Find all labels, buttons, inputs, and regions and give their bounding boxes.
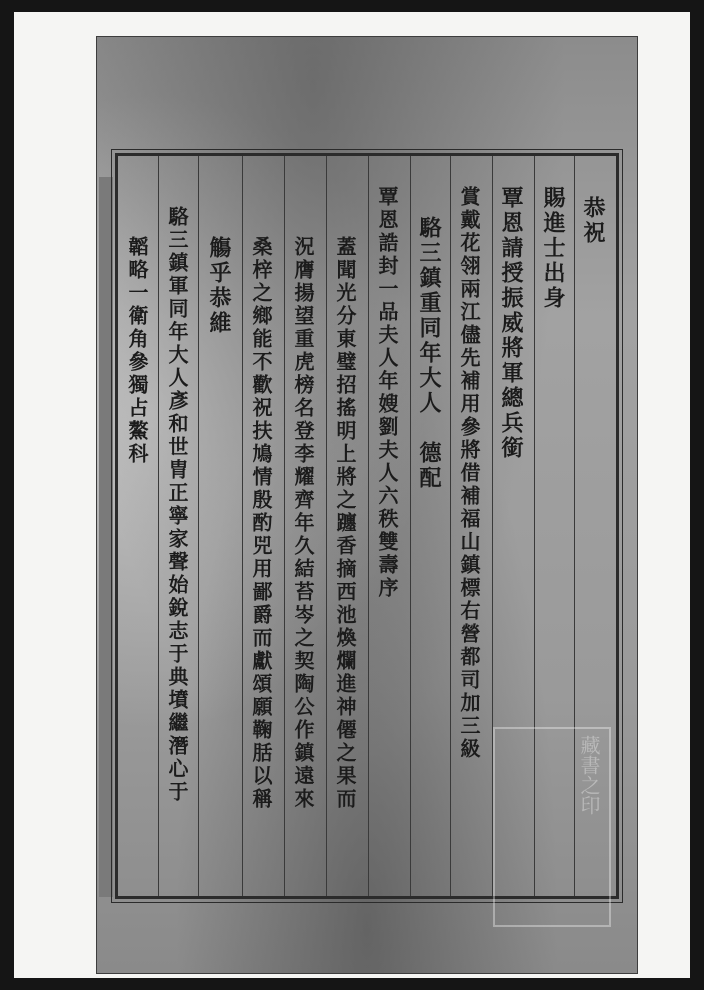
column-rule — [158, 156, 159, 896]
scanned-page-image — [96, 36, 638, 974]
column-rule — [450, 156, 451, 896]
column-rule — [410, 156, 411, 896]
text-column-11: 韜略一衛角參獨占鰲科 — [125, 236, 149, 466]
column-rule — [242, 156, 243, 896]
text-column-5: 覃恩誥封一品夫人年嫂劉夫人六秩雙壽序 — [375, 186, 399, 600]
text-column-7: 況膺揚望重虎榜名登李耀齊年久結苔岑之契陶公作鎮遠來 — [291, 236, 315, 811]
library-seal-stamp: 藏書之印 — [493, 727, 611, 927]
column-rule — [198, 156, 199, 896]
text-column-4: 駱三鎮重同年大人 德配 — [416, 216, 442, 491]
book-spine-edge — [99, 177, 113, 897]
column-rule — [326, 156, 327, 896]
text-column-9: 觴乎恭維 — [206, 236, 232, 336]
column-rule — [368, 156, 369, 896]
text-column-8: 桑梓之鄉能不歡祝扶鳩情殷酌兕用鄙爵而獻頌願鞠䏦以稱 — [249, 236, 273, 811]
photocopy-sheet — [14, 12, 690, 978]
text-column-2: 覃恩請授振威將軍總兵銜 — [498, 186, 524, 461]
text-column-3: 賞戴花翎兩江儘先補用參將借補福山鎮標右營都司加三級 — [457, 186, 481, 761]
text-column-6: 蓋聞光分東璧招搖明上將之躔香摘西池煥爛進神僊之果而 — [333, 236, 357, 811]
text-column-10: 駱三鎮軍同年大人彥和世胄正寧家聲始銳志于典墳繼潛心于 — [165, 206, 189, 804]
text-column-1: 賜進士出身 — [540, 186, 566, 311]
heading: 恭祝 — [580, 196, 606, 246]
column-rule — [284, 156, 285, 896]
